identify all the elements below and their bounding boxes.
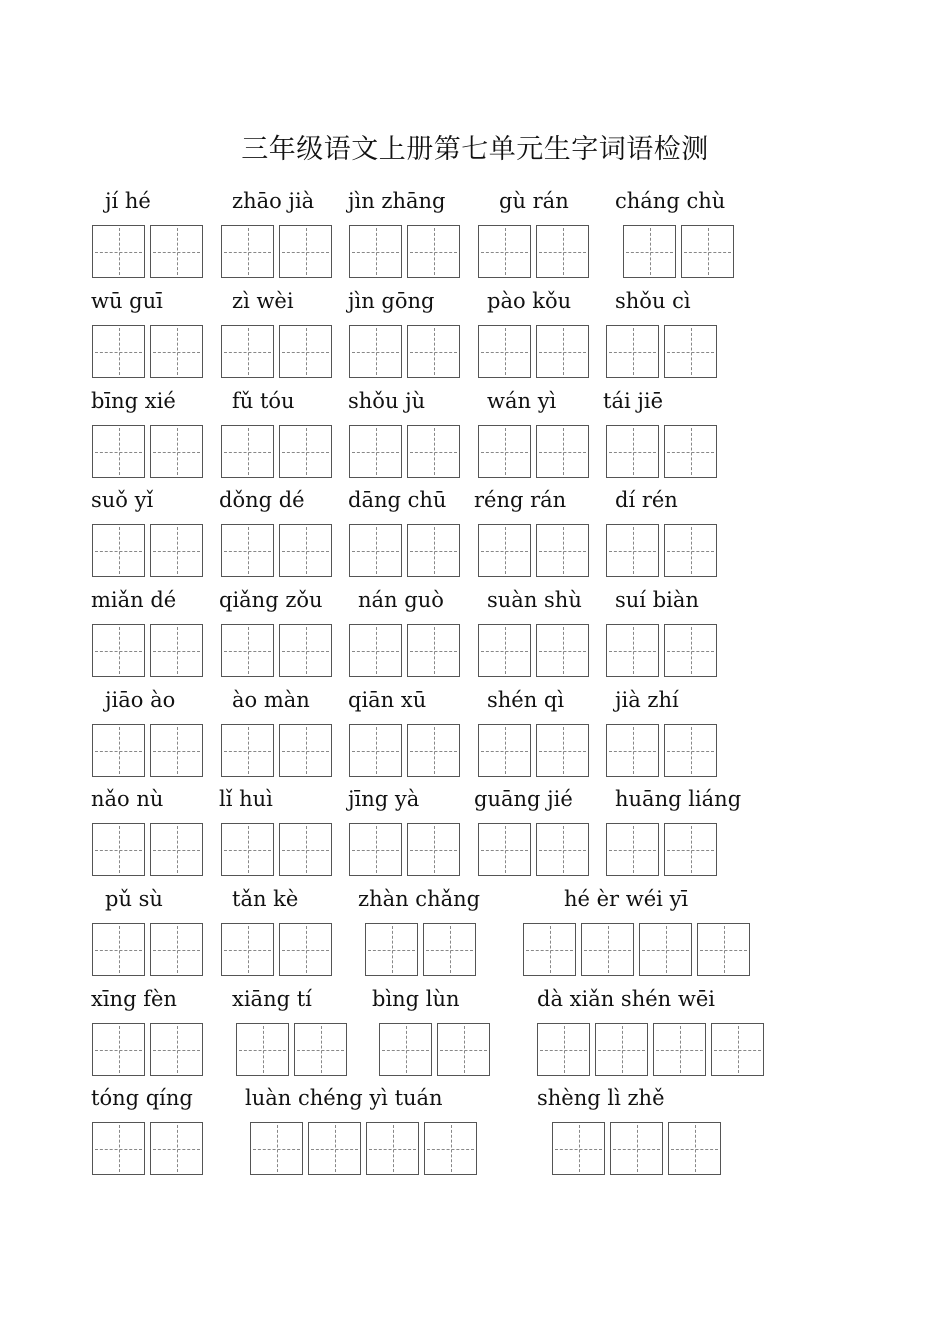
pinyin-label: shǒu cì bbox=[615, 289, 691, 313]
pinyin-label: jīng yà bbox=[348, 787, 420, 811]
pinyin-label: bīng xié bbox=[91, 389, 176, 413]
character-writing-box[interactable] bbox=[221, 923, 274, 976]
character-writing-box[interactable] bbox=[536, 823, 589, 876]
character-writing-box[interactable] bbox=[536, 524, 589, 577]
character-writing-box[interactable] bbox=[668, 1122, 721, 1175]
character-writing-box[interactable] bbox=[478, 225, 531, 278]
character-writing-box[interactable] bbox=[92, 325, 145, 378]
character-writing-box[interactable] bbox=[92, 425, 145, 478]
pinyin-label: gù rán bbox=[499, 189, 569, 213]
pinyin-label: dǒng dé bbox=[219, 488, 305, 512]
character-writing-box[interactable] bbox=[595, 1023, 648, 1076]
character-writing-box[interactable] bbox=[279, 823, 332, 876]
character-writing-box[interactable] bbox=[294, 1023, 347, 1076]
character-writing-box[interactable] bbox=[92, 1023, 145, 1076]
pinyin-label: ào màn bbox=[232, 688, 310, 712]
character-writing-box[interactable] bbox=[606, 624, 659, 677]
pinyin-label: jià zhí bbox=[615, 688, 679, 712]
character-writing-box[interactable] bbox=[150, 1122, 203, 1175]
pinyin-label: réng rán bbox=[474, 488, 567, 512]
pinyin-label: shén qì bbox=[487, 688, 565, 712]
character-writing-box[interactable] bbox=[664, 823, 717, 876]
character-writing-box[interactable] bbox=[349, 624, 402, 677]
character-writing-box[interactable] bbox=[221, 724, 274, 777]
pinyin-label: suǒ yǐ bbox=[91, 488, 154, 512]
character-writing-box[interactable] bbox=[536, 624, 589, 677]
character-writing-box[interactable] bbox=[150, 425, 203, 478]
character-writing-box[interactable] bbox=[536, 724, 589, 777]
pinyin-label: zhāo jià bbox=[232, 189, 315, 213]
character-writing-box[interactable] bbox=[92, 524, 145, 577]
character-writing-box[interactable] bbox=[610, 1122, 663, 1175]
pinyin-label: wán yì bbox=[487, 389, 557, 413]
character-writing-box[interactable] bbox=[279, 325, 332, 378]
pinyin-label: nǎo nù bbox=[91, 787, 164, 811]
character-writing-box[interactable] bbox=[664, 524, 717, 577]
pinyin-label: jí hé bbox=[105, 189, 151, 213]
character-writing-box[interactable] bbox=[407, 724, 460, 777]
character-writing-box[interactable] bbox=[150, 823, 203, 876]
character-writing-box[interactable] bbox=[236, 1023, 289, 1076]
pinyin-label: xīng fèn bbox=[91, 987, 177, 1011]
character-writing-box[interactable] bbox=[653, 1023, 706, 1076]
character-writing-box[interactable] bbox=[279, 624, 332, 677]
pinyin-label: nán guò bbox=[358, 588, 444, 612]
character-writing-box[interactable] bbox=[606, 524, 659, 577]
character-writing-box[interactable] bbox=[423, 923, 476, 976]
character-writing-box[interactable] bbox=[424, 1122, 477, 1175]
character-writing-box[interactable] bbox=[552, 1122, 605, 1175]
character-writing-box[interactable] bbox=[664, 724, 717, 777]
character-writing-box[interactable] bbox=[536, 425, 589, 478]
character-writing-box[interactable] bbox=[581, 923, 634, 976]
character-writing-box[interactable] bbox=[664, 624, 717, 677]
character-writing-box[interactable] bbox=[92, 823, 145, 876]
pinyin-label: jiāo ào bbox=[105, 688, 176, 712]
character-writing-box[interactable] bbox=[221, 624, 274, 677]
pinyin-label: qiān xū bbox=[348, 688, 427, 712]
character-writing-box[interactable] bbox=[349, 325, 402, 378]
character-writing-box[interactable] bbox=[349, 823, 402, 876]
character-writing-box[interactable] bbox=[711, 1023, 764, 1076]
character-writing-box[interactable] bbox=[221, 425, 274, 478]
pinyin-label: cháng chù bbox=[615, 189, 726, 213]
pinyin-label: pǔ sù bbox=[105, 887, 163, 911]
character-writing-box[interactable] bbox=[407, 325, 460, 378]
character-writing-box[interactable] bbox=[279, 425, 332, 478]
character-writing-box[interactable] bbox=[221, 225, 274, 278]
pinyin-label: hé èr wéi yī bbox=[564, 887, 689, 911]
pinyin-label: dà xiǎn shén wēi bbox=[537, 987, 715, 1011]
pinyin-label: guāng jié bbox=[474, 787, 573, 811]
pinyin-label: luàn chéng yì tuán bbox=[245, 1086, 443, 1110]
pinyin-label: qiǎng zǒu bbox=[219, 588, 323, 612]
page-title: 三年级语文上册第七单元生字词语检测 bbox=[241, 134, 709, 165]
character-writing-box[interactable] bbox=[623, 225, 676, 278]
character-writing-box[interactable] bbox=[92, 225, 145, 278]
character-writing-box[interactable] bbox=[221, 823, 274, 876]
character-writing-box[interactable] bbox=[478, 425, 531, 478]
character-writing-box[interactable] bbox=[279, 225, 332, 278]
character-writing-box[interactable] bbox=[349, 524, 402, 577]
character-writing-box[interactable] bbox=[221, 325, 274, 378]
character-writing-box[interactable] bbox=[150, 524, 203, 577]
character-writing-box[interactable] bbox=[639, 923, 692, 976]
character-writing-box[interactable] bbox=[349, 724, 402, 777]
character-writing-box[interactable] bbox=[150, 724, 203, 777]
character-writing-box[interactable] bbox=[150, 624, 203, 677]
character-writing-box[interactable] bbox=[92, 724, 145, 777]
character-writing-box[interactable] bbox=[92, 624, 145, 677]
pinyin-label: zì wèi bbox=[232, 289, 294, 313]
character-writing-box[interactable] bbox=[407, 823, 460, 876]
character-writing-box[interactable] bbox=[221, 524, 274, 577]
pinyin-label: wū guī bbox=[91, 289, 163, 313]
pinyin-label: suí biàn bbox=[615, 588, 699, 612]
character-writing-box[interactable] bbox=[478, 624, 531, 677]
character-writing-box[interactable] bbox=[606, 823, 659, 876]
pinyin-label: xiāng tí bbox=[232, 987, 312, 1011]
character-writing-box[interactable] bbox=[664, 425, 717, 478]
character-writing-box[interactable] bbox=[664, 325, 717, 378]
character-writing-box[interactable] bbox=[606, 724, 659, 777]
character-writing-box[interactable] bbox=[349, 425, 402, 478]
character-writing-box[interactable] bbox=[536, 325, 589, 378]
character-writing-box[interactable] bbox=[92, 1122, 145, 1175]
character-writing-box[interactable] bbox=[150, 225, 203, 278]
character-writing-box[interactable] bbox=[279, 524, 332, 577]
pinyin-label: dāng chū bbox=[348, 488, 447, 512]
character-writing-box[interactable] bbox=[681, 225, 734, 278]
character-writing-box[interactable] bbox=[279, 923, 332, 976]
character-writing-box[interactable] bbox=[407, 425, 460, 478]
character-writing-box[interactable] bbox=[379, 1023, 432, 1076]
pinyin-label: zhàn chǎng bbox=[358, 887, 481, 911]
character-writing-box[interactable] bbox=[365, 923, 418, 976]
pinyin-label: jìn zhāng bbox=[348, 189, 446, 213]
character-writing-box[interactable] bbox=[478, 724, 531, 777]
character-writing-box[interactable] bbox=[478, 524, 531, 577]
character-writing-box[interactable] bbox=[478, 325, 531, 378]
pinyin-label: miǎn dé bbox=[91, 588, 177, 612]
character-writing-box[interactable] bbox=[437, 1023, 490, 1076]
character-writing-box[interactable] bbox=[250, 1122, 303, 1175]
character-writing-box[interactable] bbox=[537, 1023, 590, 1076]
pinyin-label: jìn gōng bbox=[348, 289, 435, 313]
character-writing-box[interactable] bbox=[697, 923, 750, 976]
pinyin-label: tái jiē bbox=[603, 389, 664, 413]
character-writing-box[interactable] bbox=[150, 923, 203, 976]
character-writing-box[interactable] bbox=[349, 225, 402, 278]
character-writing-box[interactable] bbox=[308, 1122, 361, 1175]
character-writing-box[interactable] bbox=[606, 425, 659, 478]
pinyin-label: fǔ tóu bbox=[232, 389, 295, 413]
pinyin-label: pào kǒu bbox=[487, 289, 572, 313]
pinyin-label: huāng liáng bbox=[615, 787, 742, 811]
pinyin-label: shǒu jù bbox=[348, 389, 426, 413]
character-writing-box[interactable] bbox=[536, 225, 589, 278]
pinyin-label: lǐ huì bbox=[219, 787, 273, 811]
character-writing-box[interactable] bbox=[523, 923, 576, 976]
pinyin-label: dí rén bbox=[615, 488, 678, 512]
character-writing-box[interactable] bbox=[150, 1023, 203, 1076]
character-writing-box[interactable] bbox=[407, 524, 460, 577]
character-writing-box[interactable] bbox=[92, 923, 145, 976]
pinyin-label: shèng lì zhě bbox=[537, 1086, 665, 1110]
character-writing-box[interactable] bbox=[279, 724, 332, 777]
character-writing-box[interactable] bbox=[150, 325, 203, 378]
pinyin-label: bìng lùn bbox=[372, 987, 460, 1011]
character-writing-box[interactable] bbox=[407, 225, 460, 278]
character-writing-box[interactable] bbox=[366, 1122, 419, 1175]
character-writing-box[interactable] bbox=[606, 325, 659, 378]
character-writing-box[interactable] bbox=[407, 624, 460, 677]
pinyin-label: tǎn kè bbox=[232, 887, 299, 911]
pinyin-label: suàn shù bbox=[487, 588, 582, 612]
character-writing-box[interactable] bbox=[478, 823, 531, 876]
pinyin-label: tóng qíng bbox=[91, 1086, 193, 1110]
